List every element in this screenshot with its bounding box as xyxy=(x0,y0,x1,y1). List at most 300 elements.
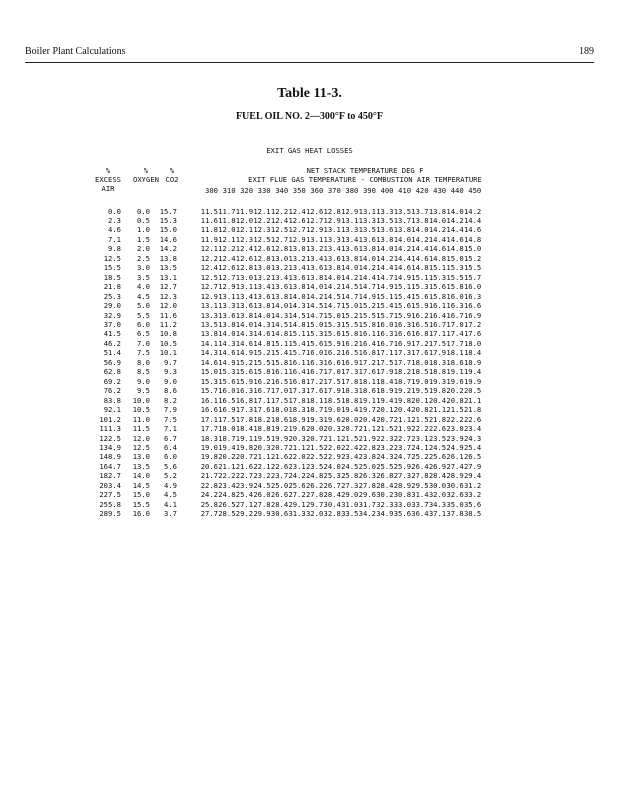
cell-co2: 8.6 xyxy=(164,386,177,396)
cell-oxygen: 1.0 xyxy=(137,225,150,235)
cell-heat-loss: 14.7 xyxy=(358,282,376,292)
cell-heat-loss: 14.9 xyxy=(376,282,394,292)
cell-oxygen: 2.5 xyxy=(137,253,150,263)
cell-heat-loss: 30.6 xyxy=(270,509,289,519)
cell-oxygen: 0.5 xyxy=(137,215,150,225)
running-head xyxy=(25,46,594,62)
cell-heat-loss: 12.7 xyxy=(270,234,289,244)
cell-heat-loss: 12.4 xyxy=(288,206,306,216)
cell-heat-loss: 16.0 xyxy=(376,320,394,330)
cell-heat-loss: 29.4 xyxy=(463,471,482,481)
cell-co2: 7.9 xyxy=(164,405,177,415)
cell-heat-loss: 12.6 xyxy=(218,263,236,273)
cell-heat-loss: 12.8 xyxy=(323,206,341,216)
cell-heat-loss: 18.1 xyxy=(305,395,324,405)
header-temp-310: 310 xyxy=(222,186,236,195)
cell-heat-loss: 15.1 xyxy=(411,272,429,282)
cell-oxygen: 3.0 xyxy=(137,263,150,273)
cell-heat-loss: 28.4 xyxy=(270,499,289,509)
cell-heat-loss: 24.2 xyxy=(200,490,218,500)
cell-heat-loss: 29.6 xyxy=(358,490,376,500)
cell-heat-loss: 15.5 xyxy=(463,263,482,273)
cell-heat-loss: 11.9 xyxy=(235,206,254,216)
cell-heat-loss: 22.8 xyxy=(200,480,218,490)
cell-heat-loss: 17.6 xyxy=(463,329,482,339)
cell-heat-loss: 16.0 xyxy=(446,291,464,301)
cell-excess-air: 4.6 xyxy=(108,225,121,235)
cell-heat-loss: 17.5 xyxy=(428,338,447,348)
cell-heat-loss: 16.1 xyxy=(270,367,289,377)
cell-heat-loss: 13.5 xyxy=(358,225,376,235)
cell-heat-loss: 13.1 xyxy=(358,206,376,216)
cell-heat-loss: 13.5 xyxy=(200,320,218,330)
cell-heat-loss: 12.0 xyxy=(218,225,236,235)
cell-heat-loss: 17.8 xyxy=(235,414,254,424)
cell-heat-loss: 22.4 xyxy=(341,443,359,452)
cell-heat-loss: 16.0 xyxy=(218,386,236,396)
cell-heat-loss: 16.6 xyxy=(463,301,482,311)
cell-heat-loss: 19.8 xyxy=(428,386,447,396)
cell-heat-loss: 37.8 xyxy=(446,509,464,519)
cell-heat-loss: 20.3 xyxy=(323,424,341,434)
cell-heat-loss: 18.4 xyxy=(463,348,482,358)
cell-heat-loss: 25.4 xyxy=(235,490,254,500)
cell-heat-loss: 19.6 xyxy=(446,376,464,386)
cell-heat-loss: 13.2 xyxy=(305,244,324,254)
cell-excess-air: 101.2 xyxy=(99,414,121,424)
cell-heat-loss: 23.2 xyxy=(253,471,271,481)
cell-co2: 7.5 xyxy=(164,414,177,424)
cell-heat-loss: 14.6 xyxy=(428,244,447,254)
cell-heat-loss: 13.6 xyxy=(253,291,271,301)
header-temp-440: 440 xyxy=(450,186,464,195)
cell-heat-loss: 13.2 xyxy=(288,253,306,263)
cell-heat-loss: 15.9 xyxy=(393,310,412,320)
cell-heat-loss: 14.3 xyxy=(200,348,218,358)
cell-heat-loss: 19.0 xyxy=(411,376,429,386)
cell-heat-loss: 26.0 xyxy=(253,490,271,500)
cell-heat-loss: 26.6 xyxy=(270,490,289,500)
cell-heat-loss: 12.2 xyxy=(200,253,218,263)
cell-heat-loss: 15.8 xyxy=(446,282,464,292)
cell-heat-loss: 25.0 xyxy=(270,480,289,490)
cell-co2: 15.3 xyxy=(159,215,177,225)
cell-heat-loss: 18.4 xyxy=(376,376,394,386)
cell-heat-loss: 13.4 xyxy=(253,282,271,292)
cell-heat-loss: 16.5 xyxy=(270,376,289,386)
cell-heat-loss: 35.0 xyxy=(446,499,464,509)
cell-heat-loss: 12.9 xyxy=(218,282,236,292)
cell-heat-loss: 14.6 xyxy=(446,234,464,244)
cell-heat-loss: 17.5 xyxy=(218,414,236,424)
cell-heat-loss: 19.8 xyxy=(393,395,412,405)
cell-heat-loss: 12.2 xyxy=(253,215,271,225)
cell-oxygen: 8.5 xyxy=(137,367,150,377)
cell-heat-loss: 18.7 xyxy=(305,405,324,415)
header-excess-air: % xyxy=(105,166,111,175)
cell-heat-loss: 23.5 xyxy=(428,433,447,443)
cell-heat-loss: 16.3 xyxy=(376,329,394,339)
cell-heat-loss: 26.5 xyxy=(463,452,482,462)
cell-heat-loss: 21.5 xyxy=(305,443,324,452)
cell-heat-loss: 26.2 xyxy=(305,480,324,490)
header-excess-air: EXCESS xyxy=(95,175,121,184)
cell-heat-loss: 16.8 xyxy=(358,348,376,358)
cell-heat-loss: 14.0 xyxy=(358,253,376,263)
cell-heat-loss: 13.3 xyxy=(200,310,218,320)
cell-heat-loss: 24.5 xyxy=(341,461,359,471)
cell-heat-loss: 14.5 xyxy=(341,282,359,292)
cell-heat-loss: 13.8 xyxy=(393,225,412,235)
cell-heat-loss: 20.8 xyxy=(411,405,429,415)
cell-heat-loss: 25.6 xyxy=(428,452,447,462)
cell-heat-loss: 25.0 xyxy=(358,461,376,471)
cell-excess-air: 2.3 xyxy=(108,215,121,225)
cell-heat-loss: 14.7 xyxy=(376,272,394,282)
cell-heat-loss: 14.2 xyxy=(446,215,464,225)
header-co2: % xyxy=(169,166,175,175)
cell-excess-air: 29.0 xyxy=(103,301,121,311)
cell-heat-loss: 14.5 xyxy=(305,301,324,311)
cell-excess-air: 62.8 xyxy=(103,367,121,377)
cell-heat-loss: 15.0 xyxy=(305,320,324,330)
cell-oxygen: 5.5 xyxy=(137,310,150,320)
cell-co2: 9.0 xyxy=(164,376,177,386)
cell-heat-loss: 30.6 xyxy=(446,480,464,490)
cell-heat-loss: 15.1 xyxy=(393,282,412,292)
cell-heat-loss: 15.6 xyxy=(323,329,341,339)
cell-heat-loss: 16.5 xyxy=(411,320,429,330)
cell-heat-loss: 18.3 xyxy=(428,357,447,367)
cell-heat-loss: 17.3 xyxy=(288,386,306,396)
cell-heat-loss: 29.5 xyxy=(411,480,429,490)
cell-heat-loss: 20.1 xyxy=(376,405,394,415)
cell-heat-loss: 28.4 xyxy=(376,480,394,490)
cell-oxygen: 10.0 xyxy=(132,395,150,405)
cell-heat-loss: 19.9 xyxy=(463,376,482,386)
cell-heat-loss: 15.7 xyxy=(288,348,306,358)
header-temp-420: 420 xyxy=(415,186,429,195)
cell-heat-loss: 18.5 xyxy=(411,367,429,377)
cell-heat-loss: 17.6 xyxy=(253,405,271,415)
cell-heat-loss: 16.9 xyxy=(341,357,359,367)
cell-heat-loss: 22.2 xyxy=(411,424,429,434)
cell-heat-loss: 17.0 xyxy=(446,320,464,330)
cell-heat-loss: 12.8 xyxy=(253,253,271,263)
cell-oxygen: 13.5 xyxy=(132,461,150,471)
cell-heat-loss: 13.6 xyxy=(235,301,254,311)
header-excess-air: AIR xyxy=(101,184,115,193)
cell-oxygen: 14.5 xyxy=(132,480,150,490)
cell-heat-loss: 19.7 xyxy=(358,405,376,415)
cell-heat-loss: 16.9 xyxy=(463,310,482,320)
cell-heat-loss: 12.1 xyxy=(253,206,271,216)
cell-excess-air: 0.0 xyxy=(108,206,121,216)
cell-heat-loss: 29.9 xyxy=(253,509,271,519)
cell-heat-loss: 16.7 xyxy=(428,320,447,330)
cell-heat-loss: 15.4 xyxy=(288,338,306,348)
cell-heat-loss: 30.0 xyxy=(428,480,447,490)
cell-heat-loss: 16.6 xyxy=(393,329,412,339)
cell-heat-loss: 15.3 xyxy=(218,367,236,377)
cell-heat-loss: 19.0 xyxy=(323,405,341,415)
cell-heat-loss: 15.8 xyxy=(270,357,289,367)
cell-heat-loss: 23.8 xyxy=(358,452,376,462)
cell-heat-loss: 15.2 xyxy=(463,253,482,263)
cell-heat-loss: 23.2 xyxy=(376,443,394,452)
cell-heat-loss: 13.8 xyxy=(341,253,359,263)
cell-heat-loss: 14.7 xyxy=(323,301,341,311)
cell-oxygen: 1.5 xyxy=(137,234,150,244)
cell-heat-loss: 15.6 xyxy=(411,291,429,301)
cell-heat-loss: 14.3 xyxy=(288,301,306,311)
cell-heat-loss: 15.7 xyxy=(463,272,482,282)
cell-heat-loss: 22.3 xyxy=(376,433,394,443)
cell-heat-loss: 14.7 xyxy=(341,291,359,301)
header-temp-320: 320 xyxy=(240,186,254,195)
cell-heat-loss: 14.2 xyxy=(305,291,324,301)
page-number: 189 xyxy=(579,46,594,57)
cell-heat-loss: 14.0 xyxy=(323,272,341,282)
cell-heat-loss: 15.0 xyxy=(323,310,341,320)
cell-heat-loss: 15.3 xyxy=(428,272,447,282)
cell-oxygen: 15.5 xyxy=(132,499,150,509)
cell-heat-loss: 13.1 xyxy=(305,234,324,244)
cell-oxygen: 5.0 xyxy=(137,301,150,311)
cell-heat-loss: 18.6 xyxy=(358,386,376,396)
cell-heat-loss: 13.1 xyxy=(341,215,359,225)
cell-heat-loss: 11.6 xyxy=(200,215,218,225)
cell-heat-loss: 16.0 xyxy=(305,348,324,358)
cell-co2: 10.1 xyxy=(159,348,177,358)
cell-heat-loss: 17.1 xyxy=(428,329,447,339)
cell-co2: 13.5 xyxy=(159,263,177,273)
cell-heat-loss: 30.2 xyxy=(376,490,394,500)
cell-oxygen: 13.0 xyxy=(132,452,150,462)
cell-heat-loss: 29.2 xyxy=(235,509,254,519)
cell-heat-loss: 20.3 xyxy=(253,443,271,452)
cell-heat-loss: 14.7 xyxy=(305,310,324,320)
cell-heat-loss: 15.6 xyxy=(235,367,254,377)
cell-heat-loss: 26.4 xyxy=(411,461,429,471)
cell-heat-loss: 22.5 xyxy=(305,452,324,462)
cell-heat-loss: 14.0 xyxy=(411,225,429,235)
cell-heat-loss: 14.0 xyxy=(341,263,359,273)
cell-heat-loss: 19.5 xyxy=(253,433,271,443)
cell-heat-loss: 34.3 xyxy=(428,499,447,509)
cell-heat-loss: 13.1 xyxy=(218,291,236,301)
cell-heat-loss: 15.8 xyxy=(358,320,376,330)
cell-heat-loss: 18.9 xyxy=(376,386,394,396)
cell-heat-loss: 15.8 xyxy=(341,329,359,339)
cell-heat-loss: 13.6 xyxy=(341,244,359,254)
cell-heat-loss: 18.4 xyxy=(235,424,254,434)
cell-heat-loss: 13.3 xyxy=(218,301,236,311)
cell-heat-loss: 13.4 xyxy=(341,234,359,244)
cell-oxygen: 3.5 xyxy=(137,272,150,282)
cell-heat-loss: 13.7 xyxy=(411,206,429,216)
cell-heat-loss: 13.8 xyxy=(235,310,254,320)
cell-heat-loss: 37.1 xyxy=(428,509,447,519)
cell-heat-loss: 15.4 xyxy=(393,291,412,301)
cell-heat-loss: 34.2 xyxy=(358,509,376,519)
cell-excess-air: 227.5 xyxy=(99,490,121,500)
cell-heat-loss: 15.0 xyxy=(463,244,482,254)
header-temp-330: 330 xyxy=(257,186,271,195)
cell-heat-loss: 17.6 xyxy=(411,348,429,358)
cell-heat-loss: 20.7 xyxy=(235,452,254,462)
cell-heat-loss: 17.0 xyxy=(270,386,289,396)
cell-co2: 15.0 xyxy=(159,225,177,235)
cell-heat-loss: 21.9 xyxy=(358,433,376,443)
cell-heat-loss: 16.9 xyxy=(393,338,412,348)
cell-heat-loss: 23.4 xyxy=(463,424,482,434)
cell-heat-loss: 35.6 xyxy=(463,499,482,509)
header-temp-430: 430 xyxy=(433,186,447,195)
cell-heat-loss: 25.8 xyxy=(341,471,359,481)
header-net-stack-temp: NET STACK TEMPERATURE DEG F xyxy=(306,166,424,175)
cell-heat-loss: 13.2 xyxy=(270,263,289,273)
cell-co2: 4.1 xyxy=(164,499,177,509)
cell-heat-loss: 16.9 xyxy=(218,405,236,415)
cell-heat-loss: 32.3 xyxy=(376,499,394,509)
cell-heat-loss: 18.2 xyxy=(253,414,271,424)
cell-heat-loss: 15.9 xyxy=(323,338,341,348)
cell-heat-loss: 17.2 xyxy=(305,376,324,386)
cell-heat-loss: 21.9 xyxy=(393,424,412,434)
cell-oxygen: 7.5 xyxy=(137,348,150,358)
cell-heat-loss: 24.0 xyxy=(323,461,341,471)
cell-co2: 12.0 xyxy=(159,301,177,311)
table-subtitle: FUEL OIL NO. 2—300°F to 450°F xyxy=(235,111,384,122)
cell-heat-loss: 13.6 xyxy=(323,253,341,263)
header-temp-390: 390 xyxy=(362,186,376,195)
cell-heat-loss: 15.3 xyxy=(323,320,341,330)
cell-heat-loss: 18.3 xyxy=(288,405,306,415)
cell-heat-loss: 26.3 xyxy=(358,471,376,481)
cell-heat-loss: 11.7 xyxy=(218,206,236,216)
cell-heat-loss: 12.3 xyxy=(253,225,271,235)
cell-heat-loss: 14.2 xyxy=(341,272,359,282)
cell-heat-loss: 28.4 xyxy=(323,490,341,500)
cell-heat-loss: 14.2 xyxy=(358,263,376,273)
cell-excess-air: 148.9 xyxy=(99,452,121,462)
cell-heat-loss: 17.4 xyxy=(446,329,464,339)
cell-excess-air: 7.1 xyxy=(108,234,121,244)
cell-heat-loss: 15.5 xyxy=(341,320,359,330)
cell-heat-loss: 16.3 xyxy=(305,357,324,367)
cell-heat-loss: 18.6 xyxy=(270,414,289,424)
cell-heat-loss: 17.3 xyxy=(341,367,359,377)
cell-heat-loss: 18.9 xyxy=(463,357,482,367)
cell-heat-loss: 17.3 xyxy=(235,405,254,415)
cell-heat-loss: 24.8 xyxy=(218,490,236,500)
cell-heat-loss: 13.8 xyxy=(428,206,447,216)
cell-heat-loss: 16.8 xyxy=(411,329,429,339)
cell-heat-loss: 28.4 xyxy=(428,471,447,481)
cell-heat-loss: 20.0 xyxy=(305,424,324,434)
cell-heat-loss: 15.1 xyxy=(428,263,447,273)
cell-oxygen: 14.0 xyxy=(132,471,150,481)
cell-heat-loss: 14.4 xyxy=(393,253,412,263)
cell-excess-air: 122.5 xyxy=(99,433,121,443)
cell-heat-loss: 25.6 xyxy=(288,480,306,490)
cell-co2: 3.7 xyxy=(164,509,177,519)
cell-heat-loss: 13.8 xyxy=(305,272,324,282)
cell-heat-loss: 26.7 xyxy=(323,480,341,490)
cell-heat-loss: 12.4 xyxy=(218,253,236,263)
cell-heat-loss: 13.8 xyxy=(200,329,218,339)
cell-excess-air: 25.3 xyxy=(103,291,121,301)
cell-heat-loss: 13.0 xyxy=(270,253,289,263)
cell-heat-loss: 18.3 xyxy=(341,386,359,396)
cell-heat-loss: 12.0 xyxy=(235,215,254,225)
cell-heat-loss: 15.9 xyxy=(235,376,254,386)
cell-heat-loss: 18.1 xyxy=(358,376,376,386)
cell-heat-loss: 16.2 xyxy=(341,338,359,348)
cell-heat-loss: 24.9 xyxy=(446,443,464,452)
cell-heat-loss: 27.3 xyxy=(393,471,412,481)
cell-heat-loss: 15.1 xyxy=(376,291,394,301)
cell-heat-loss: 13.1 xyxy=(200,301,218,311)
cell-heat-loss: 16.3 xyxy=(235,386,254,396)
cell-heat-loss: 13.4 xyxy=(270,272,289,282)
cell-heat-loss: 18.0 xyxy=(411,357,429,367)
cell-co2: 5.6 xyxy=(164,461,177,471)
cell-heat-loss: 13.6 xyxy=(305,263,324,273)
cell-heat-loss: 22.0 xyxy=(288,452,306,462)
cell-heat-loss: 12.9 xyxy=(341,206,359,216)
header-exit-flue-gas: EXIT FLUE GAS TEMPERATURE - COMBUSTION AIR TEMPERATURE xyxy=(248,175,482,184)
cell-heat-loss: 12.5 xyxy=(253,234,271,244)
cell-heat-loss: 26.9 xyxy=(428,461,447,471)
cell-heat-loss: 14.6 xyxy=(393,263,412,273)
cell-heat-loss: 19.2 xyxy=(393,386,412,396)
cell-heat-loss: 13.6 xyxy=(358,234,376,244)
cell-heat-loss: 19.4 xyxy=(463,367,482,377)
cell-heat-loss: 32.0 xyxy=(305,509,324,519)
cell-heat-loss: 22.2 xyxy=(446,414,464,424)
cell-co2: 4.9 xyxy=(164,480,177,490)
cell-heat-loss: 14.4 xyxy=(428,234,447,244)
cell-co2: 10.8 xyxy=(159,329,177,339)
cell-oxygen: 11.0 xyxy=(132,414,150,424)
cell-heat-loss: 32.6 xyxy=(446,490,464,500)
cell-heat-loss: 25.3 xyxy=(323,471,341,481)
cell-heat-loss: 24.8 xyxy=(305,471,324,481)
cell-heat-loss: 17.8 xyxy=(341,376,359,386)
cell-heat-loss: 20.6 xyxy=(200,461,218,471)
cell-heat-loss: 16.1 xyxy=(428,301,447,311)
cell-heat-loss: 31.4 xyxy=(411,490,429,500)
cell-heat-loss: 17.5 xyxy=(270,395,289,405)
cell-heat-loss: 21.5 xyxy=(376,424,394,434)
cell-heat-loss: 22.6 xyxy=(463,414,482,424)
cell-heat-loss: 14.0 xyxy=(218,329,236,339)
cell-heat-loss: 14.6 xyxy=(253,329,271,339)
cell-heat-loss: 23.1 xyxy=(288,461,306,471)
cell-heat-loss: 14.0 xyxy=(376,244,394,254)
cell-heat-loss: 14.8 xyxy=(463,234,482,244)
cell-heat-loss: 25.2 xyxy=(411,452,429,462)
cell-heat-loss: 14.8 xyxy=(446,244,464,254)
cell-heat-loss: 24.5 xyxy=(428,443,447,452)
cell-heat-loss: 17.1 xyxy=(376,348,394,358)
cell-heat-loss: 24.2 xyxy=(288,471,306,481)
cell-co2: 13.8 xyxy=(159,253,177,263)
cell-heat-loss: 13.4 xyxy=(288,263,306,273)
cell-heat-loss: 15.6 xyxy=(428,282,447,292)
